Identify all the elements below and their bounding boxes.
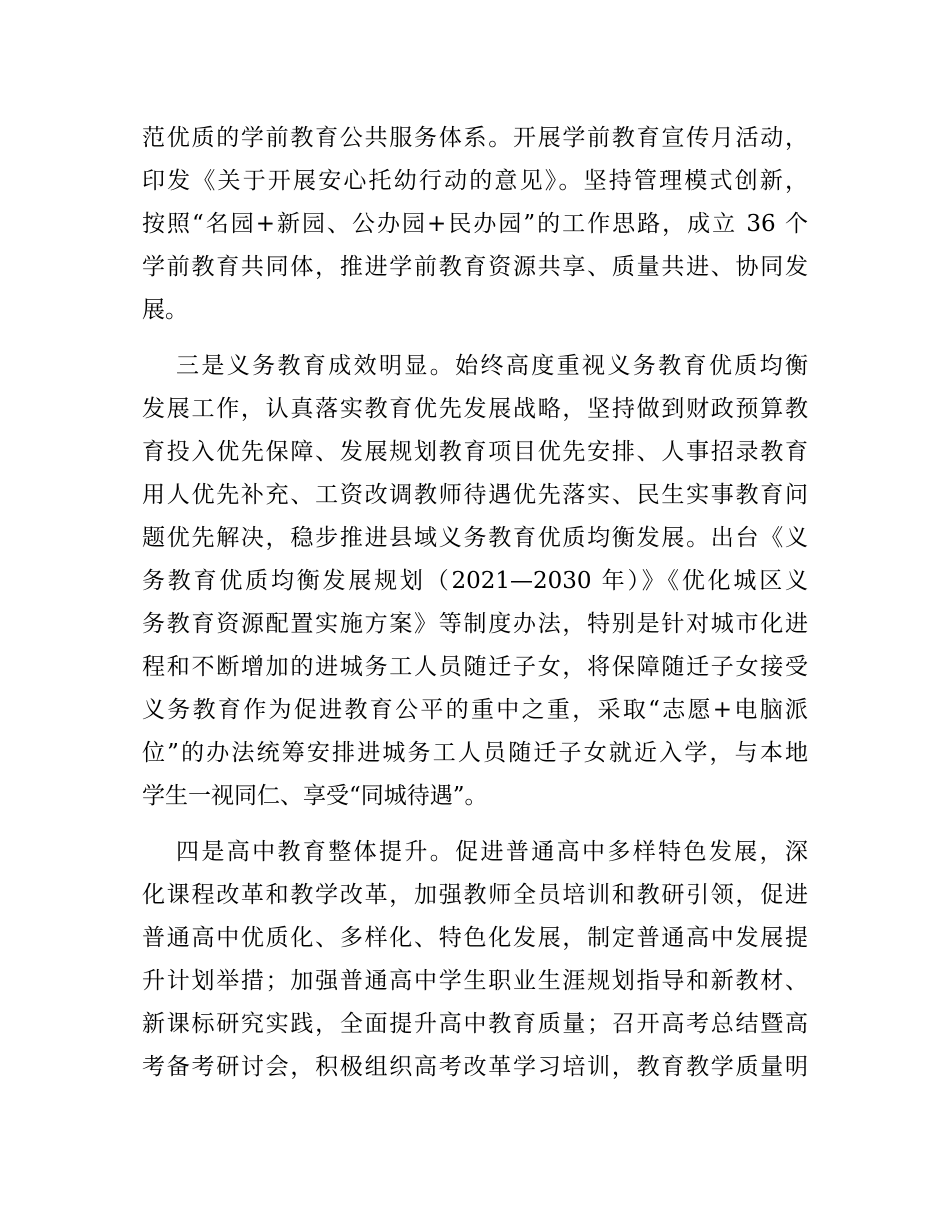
text-line: 位”的办法统筹安排进城务工人员随迁子女就近入学，与本地 — [142, 740, 808, 766]
text-line: 育投入优先保障、发展规划教育项目优先安排、人事招录教育 — [142, 439, 808, 465]
text-line: 范优质的学前教育公共服务体系。开展学前教育宣传月活动， — [142, 125, 808, 151]
text-line: 化课程改革和教学改革，加强教师全员培训和教研引领，促进 — [142, 882, 808, 908]
text-line: 按照“名园+新园、公办园+民办园”的工作思路，成立 36 个 — [142, 211, 808, 237]
text-line: 义务教育作为促进教育公平的重中之重，采取“志愿+电脑派 — [142, 697, 808, 723]
text-line: 题优先解决，稳步推进县域义务教育优质均衡发展。出台《义 — [142, 525, 808, 551]
text-line: 务教育资源配置实施方案》等制度办法，特别是针对城市化进 — [142, 611, 808, 637]
text-line: 发展工作，认真落实教育优先发展战略，坚持做到财政预算教 — [142, 396, 808, 422]
text-line: 用人优先补充、工资改调教师待遇优先落实、民生实事教育问 — [142, 482, 808, 508]
text-line: 展。 — [142, 297, 188, 323]
text-line: 升计划举措；加强普通高中学生职业生涯规划指导和新教材、 — [142, 968, 808, 994]
text-line: 印发《关于开展安心托幼行动的意见》。坚持管理模式创新， — [142, 168, 808, 194]
text-line: 程和不断增加的进城务工人员随迁子女，将保障随迁子女接受 — [142, 654, 808, 680]
text-line: 务教育优质均衡发展规划（2021—2030 年）》《优化城区义 — [142, 568, 808, 594]
text-line: 三是义务教育成效明显。始终高度重视义务教育优质均衡 — [176, 353, 808, 379]
text-line: 普通高中优质化、多样化、特色化发展，制定普通高中发展提 — [142, 925, 808, 951]
text-line: 新课标研究实践，全面提升高中教育质量；召开高考总结暨高 — [142, 1011, 808, 1037]
text-line: 四是高中教育整体提升。促进普通高中多样特色发展，深 — [176, 839, 808, 865]
text-line: 考备考研讨会，积极组织高考改革学习培训，教育教学质量明 — [142, 1054, 808, 1080]
text-line: 学生一视同仁、享受“同城待遇”。 — [142, 783, 488, 809]
text-line: 学前教育共同体，推进学前教育资源共享、质量共进、协同发 — [142, 254, 808, 280]
